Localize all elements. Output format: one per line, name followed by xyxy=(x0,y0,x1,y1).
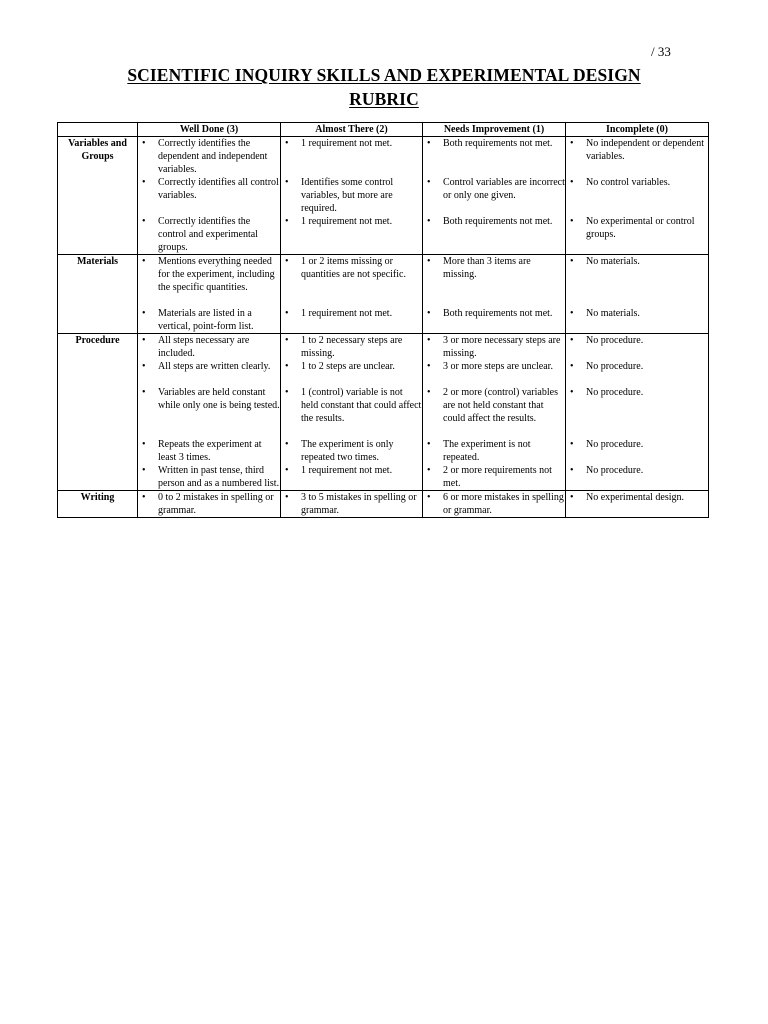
rubric-item xyxy=(423,255,565,307)
bullet-icon: • xyxy=(570,361,574,372)
bullet-icon: • xyxy=(427,216,431,227)
rubric-item xyxy=(423,360,565,386)
table-row xyxy=(58,255,709,334)
rubric-item xyxy=(566,176,708,215)
rubric-item-text: Both requirements not met. xyxy=(443,138,553,149)
rubric-item xyxy=(566,360,708,386)
rubric-item xyxy=(138,386,280,438)
rubric-item-text: 6 or more mistakes in spelling or grammar. xyxy=(443,492,564,516)
bullet-icon: • xyxy=(285,138,289,149)
rubric-item-text: Both requirements not met. xyxy=(443,308,553,319)
bullet-icon: • xyxy=(570,138,574,149)
rubric-item xyxy=(281,215,422,254)
table-row xyxy=(58,334,709,491)
score-total: / 33 xyxy=(651,44,671,59)
column-header: Needs Improvement (1) xyxy=(423,123,566,137)
rubric-item-text: Control variables are incorrect or only one given. xyxy=(443,177,565,201)
rubric-item xyxy=(566,386,708,438)
rubric-item-text: 0 to 2 mistakes in spelling or grammar. xyxy=(158,492,274,516)
rubric-item-text: No procedure. xyxy=(586,439,644,450)
rubric-item-text: 1 (control) variable is not held constant that could affect the results. xyxy=(301,387,422,424)
rubric-item-text: Correctly identifies the control and experimental groups. xyxy=(158,216,258,253)
column-header: Incomplete (0) xyxy=(566,123,709,137)
bullet-icon: • xyxy=(427,387,431,398)
rubric-item xyxy=(281,386,422,438)
rubric-item-text: No independent or dependent variables. xyxy=(586,138,705,162)
bullet-icon: • xyxy=(285,308,289,319)
rubric-item-text: All steps are written clearly. xyxy=(158,361,271,372)
rubric-item-text: No control variables. xyxy=(586,177,671,188)
rubric-item-text: Variables are held constant while only one is being tested. xyxy=(158,387,280,411)
rubric-item-text: 2 or more requirements not met. xyxy=(443,465,552,489)
rubric-item xyxy=(138,438,280,464)
criterion-label: Writing xyxy=(58,491,138,518)
column-header: Almost There (2) xyxy=(281,123,423,137)
rubric-item xyxy=(423,438,565,464)
rubric-item-text: Repeats the experiment at least 3 times. xyxy=(158,439,262,463)
rubric-item-text: Mentions everything needed for the experiment, including the specific quantities. xyxy=(158,256,275,293)
rubric-item xyxy=(138,307,280,333)
bullet-icon: • xyxy=(570,256,574,267)
rubric-item xyxy=(423,307,565,333)
bullet-icon: • xyxy=(142,177,146,188)
rubric-item-text: 3 to 5 mistakes in spelling or grammar. xyxy=(301,492,417,516)
rubric-item-text: More than 3 items are missing. xyxy=(443,256,531,280)
rubric-item xyxy=(423,215,565,254)
bullet-icon: • xyxy=(142,465,146,476)
rubric-item xyxy=(138,360,280,386)
rubric-item xyxy=(566,137,708,176)
rubric-item-text: No procedure. xyxy=(586,361,644,372)
rubric-item xyxy=(566,215,708,254)
bullet-icon: • xyxy=(285,387,289,398)
column-header xyxy=(58,123,138,137)
rubric-item xyxy=(281,464,422,490)
rubric-item-text: 1 to 2 necessary steps are missing. xyxy=(301,335,403,359)
rubric-item-text: All steps necessary are included. xyxy=(158,335,250,359)
bullet-icon: • xyxy=(570,465,574,476)
bullet-icon: • xyxy=(285,492,289,503)
rubric-item xyxy=(138,255,280,307)
bullet-icon: • xyxy=(427,256,431,267)
bullet-icon: • xyxy=(570,308,574,319)
bullet-icon: • xyxy=(142,138,146,149)
rubric-item xyxy=(281,360,422,386)
rubric-item-text: Both requirements not met. xyxy=(443,216,553,227)
rubric-item xyxy=(423,176,565,215)
bullet-icon: • xyxy=(427,308,431,319)
rubric-item xyxy=(566,255,708,307)
rubric-item-text: No procedure. xyxy=(586,335,644,346)
bullet-icon: • xyxy=(570,177,574,188)
bullet-icon: • xyxy=(427,439,431,450)
rubric-item xyxy=(423,334,565,360)
rubric-item xyxy=(281,491,422,517)
rubric-item-text: 3 or more necessary steps are missing. xyxy=(443,335,561,359)
rubric-item-text: No experimental design. xyxy=(586,492,685,503)
rubric-item xyxy=(566,464,708,490)
rubric-item xyxy=(138,176,280,215)
rubric-item-text: The experiment is only repeated two times. xyxy=(301,439,394,463)
bullet-icon: • xyxy=(142,387,146,398)
rubric-item xyxy=(423,386,565,438)
rubric-item xyxy=(138,464,280,490)
bullet-icon: • xyxy=(570,387,574,398)
criterion-label: Variables and Groups xyxy=(58,137,138,255)
bullet-icon: • xyxy=(427,361,431,372)
rubric-item-text: The experiment is not repeated. xyxy=(443,439,531,463)
rubric-item-text: Correctly identifies all control variables. xyxy=(158,177,279,201)
table-row xyxy=(58,137,709,255)
bullet-icon: • xyxy=(427,177,431,188)
page-title xyxy=(40,64,728,110)
rubric-item-text: 2 or more (control) variables are not held constant that could affect the results. xyxy=(443,387,558,424)
bullet-icon: • xyxy=(285,361,289,372)
rubric-item-text: No experimental or control groups. xyxy=(586,216,695,240)
bullet-icon: • xyxy=(427,138,431,149)
rubric-item xyxy=(281,334,422,360)
rubric-item-text: No procedure. xyxy=(586,465,644,476)
rubric-item xyxy=(566,438,708,464)
bullet-icon: • xyxy=(570,439,574,450)
criterion-label: Materials xyxy=(58,255,138,334)
rubric-item xyxy=(138,215,280,254)
rubric-item xyxy=(281,255,422,307)
rubric-item xyxy=(566,307,708,333)
bullet-icon: • xyxy=(285,465,289,476)
rubric-table xyxy=(57,122,709,518)
rubric-item xyxy=(423,491,565,517)
rubric-item xyxy=(423,137,565,176)
rubric-item xyxy=(281,176,422,215)
bullet-icon: • xyxy=(142,439,146,450)
rubric-item-text: 1 requirement not met. xyxy=(301,138,393,149)
rubric-item-text: Written in past tense, third person and as a numbered list. xyxy=(158,465,280,489)
rubric-item-text: 1 requirement not met. xyxy=(301,465,393,476)
rubric-item xyxy=(138,137,280,176)
rubric-item xyxy=(281,137,422,176)
bullet-icon: • xyxy=(427,335,431,346)
bullet-icon: • xyxy=(142,256,146,267)
bullet-icon: • xyxy=(570,335,574,346)
bullet-icon: • xyxy=(142,361,146,372)
bullet-icon: • xyxy=(285,256,289,267)
rubric-item-text: Materials are listed in a vertical, point-form list. xyxy=(158,308,254,332)
bullet-icon: • xyxy=(142,335,146,346)
bullet-icon: • xyxy=(142,492,146,503)
rubric-item-text: 1 to 2 steps are unclear. xyxy=(301,361,395,372)
rubric-item xyxy=(423,464,565,490)
bullet-icon: • xyxy=(285,335,289,346)
rubric-item-text: No materials. xyxy=(586,256,640,267)
title-line-2: RUBRIC xyxy=(349,89,419,109)
rubric-item xyxy=(138,334,280,360)
rubric-item xyxy=(566,491,708,517)
bullet-icon: • xyxy=(285,439,289,450)
bullet-icon: • xyxy=(570,492,574,503)
rubric-item-text: No procedure. xyxy=(586,387,644,398)
bullet-icon: • xyxy=(570,216,574,227)
bullet-icon: • xyxy=(427,465,431,476)
bullet-icon: • xyxy=(142,308,146,319)
rubric-item-text: Correctly identifies the dependent and independent variables. xyxy=(158,138,268,175)
rubric-item xyxy=(281,438,422,464)
criterion-label: Procedure xyxy=(58,334,138,491)
rubric-item-text: Identifies some control variables, but more are required. xyxy=(301,177,394,214)
table-row xyxy=(58,491,709,518)
bullet-icon: • xyxy=(285,177,289,188)
rubric-item-text: No materials. xyxy=(586,308,640,319)
title-line-1: SCIENTIFIC INQUIRY SKILLS AND EXPERIMENTAL DESIGN xyxy=(127,65,641,85)
rubric-item-text: 1 requirement not met. xyxy=(301,216,393,227)
rubric-item-text: 1 or 2 items missing or quantities are not specific. xyxy=(301,256,406,280)
rubric-item-text: 3 or more steps are unclear. xyxy=(443,361,553,372)
bullet-icon: • xyxy=(427,492,431,503)
rubric-item xyxy=(566,334,708,360)
bullet-icon: • xyxy=(285,216,289,227)
rubric-item xyxy=(281,307,422,333)
rubric-item xyxy=(138,491,280,517)
column-header: Well Done (3) xyxy=(138,123,281,137)
header-row xyxy=(58,123,709,137)
rubric-item-text: 1 requirement not met. xyxy=(301,308,393,319)
bullet-icon: • xyxy=(142,216,146,227)
